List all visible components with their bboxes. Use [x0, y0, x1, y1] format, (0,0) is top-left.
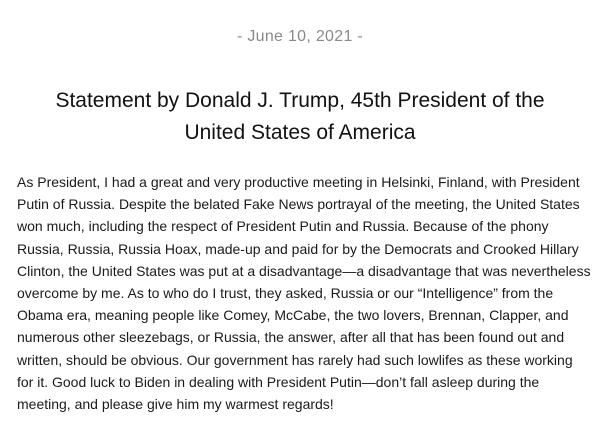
statement-body: As President, I had a great and very productive meeting in Helsinki, Finland, with President Putin of Russia. Despite the belated Fake News portrayal of the meeting, the United States won much, including the respect of President Putin and Russia. Because of the phony Russia, Russia, Russia Hoax, made-up and paid for by the Democrats and Crooked Hillary Clinton, the United States was put at a disadvantage—a disadvantage that was nevertheless overcome by me. As to who do I trust, they asked, Russia or our “Intelligence” from the Obama era, meaning people like Comey, McCabe, the two lovers, Brennan, Clapper, and numerous other sleezebags, or Russia, the answer, after all that has been found out and written, should be obvious. Our government has rarely had such lowlifes as these working for it. Good luck to Biden in dealing with President Putin—don’t fall asleep during the meeting, and please give him my warmest regards!	[17, 174, 591, 413]
statement-date: - June 10, 2021 -	[236, 28, 364, 45]
statement-title: Statement by Donald J. Trump, 45th President of the United States of America	[55, 89, 545, 144]
